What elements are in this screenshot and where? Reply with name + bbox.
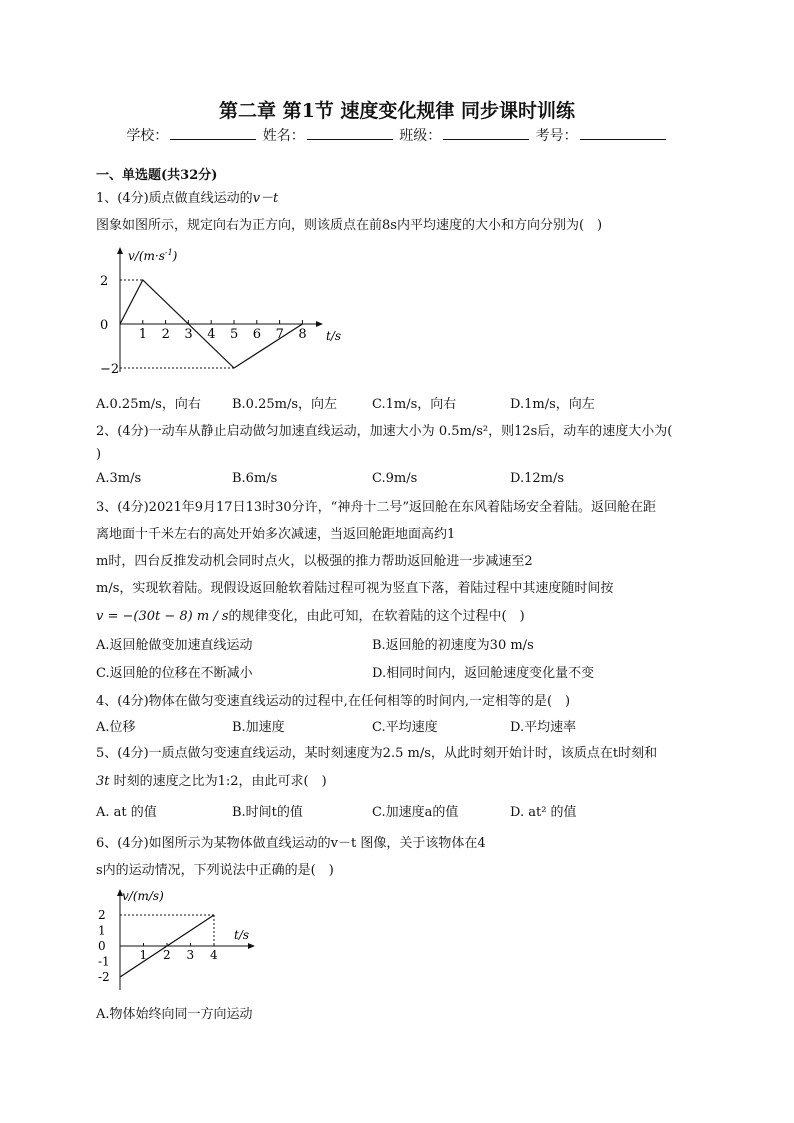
q4-option-c[interactable]: C.平均速度 xyxy=(372,720,438,735)
q5-stem-line2 xyxy=(96,770,327,789)
q5-option-b[interactable]: B.时间t的值 xyxy=(232,805,303,820)
q6-y-ticks xyxy=(98,908,110,984)
q1-vt-symbol: v－t xyxy=(252,191,279,206)
q3-option-c[interactable]: C.返回舱的位移在不断减小 xyxy=(96,666,253,681)
q6-x-tick-label: 4 xyxy=(210,948,218,962)
q2-stem-line2: ) xyxy=(96,447,102,462)
q1-y-tick-label: 0 xyxy=(100,318,109,333)
q6-y-label: v/(m/s) xyxy=(122,889,164,903)
q6-option-a[interactable]: A.物体始终向同一方向运动 xyxy=(96,1007,253,1022)
q3-stem-line5 xyxy=(96,605,525,624)
number-blank[interactable] xyxy=(580,125,666,140)
q1-stem-a: 1、(4分)质点做直线运动的 xyxy=(96,191,253,206)
q6-y-tick-label: 2 xyxy=(98,908,106,922)
q2-option-a[interactable]: A.3m/s xyxy=(96,471,142,486)
q6-y-tick-label: -2 xyxy=(98,970,110,984)
school-label: 学校： xyxy=(126,128,169,144)
q6-x-tick-label: 1 xyxy=(139,948,148,962)
q1-vt-graph xyxy=(96,244,356,384)
q2-option-c[interactable]: C.9m/s xyxy=(372,471,418,486)
q1-option-d[interactable]: D.1m/s，向左 xyxy=(510,397,595,412)
q5-stem-tail: 时刻的速度之比为1:2，由此可求( ) xyxy=(109,774,327,789)
section-heading: 一、单选题(共32分) xyxy=(96,168,218,183)
q4-option-a[interactable]: A.位移 xyxy=(96,720,136,735)
q4-option-b[interactable]: B.加速度 xyxy=(232,720,285,735)
student-info-line xyxy=(0,125,794,145)
q4-stem: 4、(4分)物体在做匀变速直线运动的过程中,在任何相等的时间内,一定相等的是( ) xyxy=(96,694,571,709)
q3-option-b[interactable]: B.返回舱的初速度为30 m/s xyxy=(372,638,534,653)
q6-guide-lines xyxy=(120,915,214,946)
q3-formula: v = −(30t − 8) m / s xyxy=(96,609,229,624)
q1-stem-line1 xyxy=(96,187,278,206)
q6-y-tick-label: 0 xyxy=(98,939,106,953)
q6-y-tick-label: 1 xyxy=(98,923,106,938)
q5-option-c[interactable]: C.加速度a的值 xyxy=(372,805,459,820)
q6-stem-line1: 6、(4分)如图所示为某物体做直线运动的v－t 图像，关于该物体在4 xyxy=(96,836,486,851)
q3-stem-line4: m/s，实现软着陆。现假设返回舱软着陆过程可视为竖直下落，着陆过程中其速度随时间按 xyxy=(96,581,614,596)
q6-x-label: t/s xyxy=(234,928,250,942)
q6-y-tick-label: -1 xyxy=(98,954,110,969)
class-blank[interactable] xyxy=(443,125,529,140)
q3-stem-line1: 3、(4分)2021年9月17日13时30分许，“神舟十二号”返回舱在东风着陆场安全着陆。返回舱在距 xyxy=(96,500,656,515)
q1-y-tick-label: −2 xyxy=(100,362,120,377)
q1-x-tick-label: 6 xyxy=(252,327,262,342)
q1-x-tick-label: 1 xyxy=(138,327,148,342)
q2-stem-line1: 2、(4分)一动车从静止启动做匀加速直线运动，加速大小为 0.5m/s²，则12s后，动车的速度大小为( xyxy=(96,424,673,439)
q3-stem-line2: 离地面十千米左右的高处开始多次减速，当返回舱距地面高约1 xyxy=(96,527,456,542)
q5-option-d[interactable]: D. at² 的值 xyxy=(510,805,577,820)
q6-stem-line2: s内的运动情况，下列说法中正确的是( ) xyxy=(96,863,334,878)
q6-vt-graph xyxy=(96,886,266,994)
q3-stem-tail: 的规律变化，由此可知，在软着陆的这个过程中( ) xyxy=(228,609,525,624)
q3-option-d[interactable]: D.相同时间内，返回舱速度变化量不变 xyxy=(372,666,595,681)
q1-x-tick-label: 5 xyxy=(230,327,239,342)
q6-x-tick-label: 2 xyxy=(163,948,171,962)
school-blank[interactable] xyxy=(170,125,256,140)
q1-x-tick-label: 3 xyxy=(184,327,193,342)
q3-stem-line3: m时，四台反推发动机会同时点火，以极强的推力帮助返回舱进一步减速至2 xyxy=(96,554,533,569)
q1-y-tick-label: 2 xyxy=(100,274,109,289)
q1-stem-line2: 图象如图所示，规定向右为正方向，则该质点在前8s内平均速度的大小和方向分别为( ) xyxy=(96,218,603,233)
q1-x-tick-label: 7 xyxy=(275,327,284,342)
q1-option-a[interactable]: A.0.25m/s，向右 xyxy=(96,397,201,412)
q1-x-label: t/s xyxy=(326,329,342,343)
q1-y-label: $v/(m\cdot s^{-1})$ xyxy=(128,248,178,263)
q5-stem-line1: 5、(4分)一质点做匀变速直线运动，某时刻速度为2.5 m/s，从此时刻开始计时，该质点在t时刻和 xyxy=(96,746,658,761)
q1-x-tick-label: 8 xyxy=(298,327,307,342)
page-title: 第二章 第1节 速度变化规律 同步课时训练 xyxy=(218,100,576,122)
q1-x-tick-label: 4 xyxy=(207,327,216,342)
q1-option-c[interactable]: C.1m/s，向右 xyxy=(372,397,457,412)
q4-option-d[interactable]: D.平均速率 xyxy=(510,720,577,735)
q5-3t-symbol: 3t xyxy=(96,774,110,789)
q2-option-d[interactable]: D.12m/s xyxy=(510,471,565,486)
q1-x-ticks xyxy=(139,320,307,342)
name-label: 姓名： xyxy=(262,128,305,144)
number-label: 考号： xyxy=(535,128,578,144)
q1-option-b[interactable]: B.0.25m/s，向左 xyxy=(232,397,338,412)
q6-x-tick-label: 3 xyxy=(186,948,195,962)
q1-y-ticks xyxy=(100,274,119,377)
q2-option-b[interactable]: B.6m/s xyxy=(232,471,278,486)
name-blank[interactable] xyxy=(307,125,393,140)
q1-x-tick-label: 2 xyxy=(161,327,170,342)
q3-option-a[interactable]: A.返回舱做变加速直线运动 xyxy=(96,638,253,653)
class-label: 班级： xyxy=(399,128,442,144)
q5-option-a[interactable]: A. at 的值 xyxy=(96,805,157,820)
